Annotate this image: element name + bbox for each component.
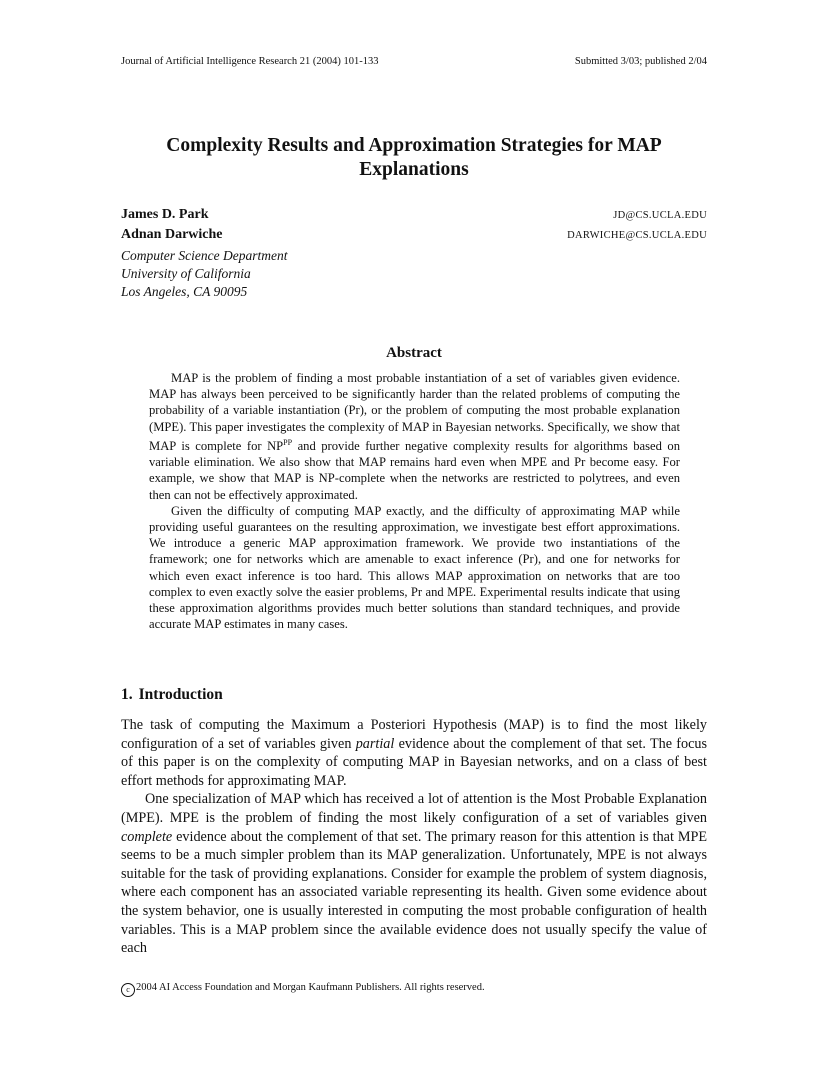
body-text: evidence about the complement of that set. The focus of this paper is on the complexity of computing MAP in Bayesian networks, and on a class of best effort methods for approximating MAP. — [121, 735, 707, 789]
running-head — [121, 56, 707, 67]
emphasis: partial — [355, 735, 395, 752]
abstract-paragraph-1 — [149, 370, 680, 503]
author-row — [121, 227, 707, 247]
title-line-1: Complexity Results and Approximation Strategies for MAP — [166, 135, 662, 156]
title-line-2: Explanations — [359, 159, 469, 180]
submission-dates: Submitted 3/03; published 2/04 — [574, 56, 707, 67]
introduction-body — [121, 716, 707, 958]
intro-paragraph-1 — [121, 716, 707, 790]
author-name: James D. Park — [121, 207, 209, 222]
author-email: DARWICHE@CS.UCLA.EDU — [567, 230, 707, 241]
journal-citation: Journal of Artificial Intelligence Research 21 (2004) 101-133 — [121, 56, 379, 67]
affiliation-department: Computer Science Department — [121, 248, 288, 263]
abstract-paragraph-2: Given the difficulty of computing MAP exactly, and the difficulty of approximating MAP while providing useful guarantees on the resulting approximation, we investigate best effort approximations. We introduce a generic MAP approximation framework. We provide two instantiations of the framework; one for networks which are amenable to exact inference (Pr), and one for networks for which even exact inference is too hard. This allows MAP approximation on networks that are too complex to even exactly solve the easier problems, Pr and MPE. Experimental results indicate that using these approximation algorithms provides much better solutions than standard techniques, and provide accurate MAP estimates in many cases. — [149, 503, 680, 632]
abstract-heading: Abstract — [386, 345, 442, 361]
affiliation-city: Los Angeles, CA 90095 — [121, 284, 248, 299]
section-title: Introduction — [138, 686, 223, 703]
body-text: evidence about the complement of that set. The primary reason for this attention is that MPE seems to be a much simpler problem than its MAP generalization. Unfortunately, MPE is not always suitable for the task of providing explanations. Consider for example the problem of system diagnosis, where each component has an associated variable representing its health. Given some evidence about the system behavior, one is usually interested in computing the most probable configuration of health variables. This is a MAP problem since the available evidence does not usually specify the value of each — [121, 828, 707, 957]
body-text: One specialization of MAP which has received a lot of attention is the Most Probable Explanation (MPE). MPE is the problem of finding the most likely configuration of a set of variables given — [121, 791, 707, 826]
author-row — [121, 207, 707, 227]
copyright-footer — [121, 982, 485, 997]
emphasis: complete — [121, 828, 173, 845]
abstract-body — [149, 370, 680, 632]
superscript: PP — [283, 437, 293, 447]
author-name: Adnan Darwiche — [121, 227, 223, 242]
intro-paragraph-2 — [121, 790, 707, 957]
copyright-text: 2004 AI Access Foundation and Morgan Kaufmann Publishers. All rights reserved. — [136, 982, 485, 993]
author-email: JD@CS.UCLA.EDU — [613, 210, 707, 221]
section-number: 1. — [121, 686, 133, 703]
copyright-icon: c — [121, 983, 135, 997]
body-text: The task of computing the Maximum a Posteriori Hypothesis (MAP) is to find the most likely configuration of a set of variables given — [121, 717, 707, 752]
author-block — [121, 207, 707, 301]
abstract-text: MAP is the problem of finding a most probable instantiation of a set of variables given evidence. MAP has always been perceived to be significantly harder than the related problems of computing the probability of a variable instantiation (Pr), or the problem of computing the most probable explanation (MPE). This paper investigates the complexity of MAP in Bayesian networks. Specifically, we show that MAP is complete for NP — [149, 371, 680, 453]
section-heading-introduction — [121, 686, 223, 704]
abstract-text: and provide further negative complexity results for algorithms based on variable elimination. We also show that MAP remains hard even when MPE and Pr become easy. For example, we show that MAP is NP-complete when the networks are restricted to polytrees, and even then can not be effectively approximated. — [149, 439, 681, 502]
affiliation-university: University of California — [121, 266, 251, 281]
paper-title — [110, 134, 718, 182]
